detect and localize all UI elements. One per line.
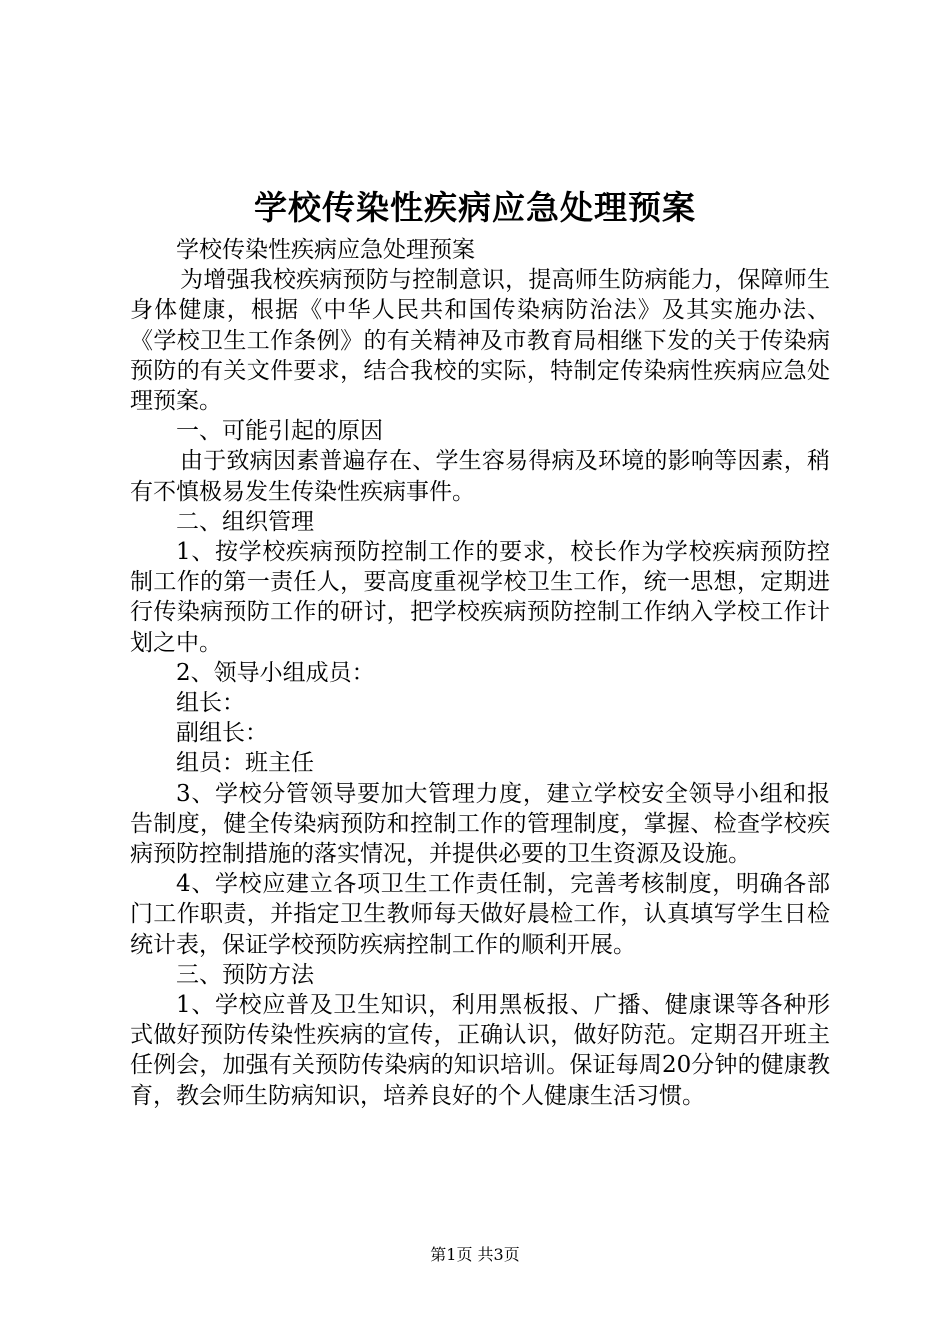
section-heading-prevention: 三、预防方法 <box>176 961 314 988</box>
intro-paragraph: 为增强我校疾病预防与控制意识，提高师生防病能力，保障师生身体健康，根据《中华人民共和国传染病防治法》及其实施办法、《学校卫生工作条例》的有关精神及市教育局相继下发的关于传染病预防的有关文件要求，结合我校的实际，特制定传染病性疾病应急处理预案。 <box>130 267 830 415</box>
section-heading-causes: 一、可能引起的原因 <box>176 418 383 445</box>
group-leader-line: 组长： <box>176 690 245 717</box>
page-number: 第1页 共3页 <box>430 1245 520 1264</box>
group-members-line: 组员：班主任 <box>176 750 314 777</box>
section-heading-organization: 二、组织管理 <box>176 508 314 535</box>
document-body <box>130 235 830 1111</box>
document-title: 学校传染性疾病应急处理预案 <box>254 188 696 227</box>
deputy-leader-line: 副组长： <box>176 720 268 747</box>
organization-item-3: 3、学校分管领导要加大管理力度，建立学校安全领导小组和报告制度，健全传染病预防和控制工作的管理制度，掌握、检查学校疾病预防控制措施的落实情况，并提供必要的卫生资源及设施。 <box>130 780 830 868</box>
organization-item-2: 2、领导小组成员： <box>176 659 375 686</box>
prevention-item-1: 1、学校应普及卫生知识，利用黑板报、广播、健康课等各种形式做好预防传染性疾病的宣传，正确认识，做好防范。定期召开班主任例会，加强有关预防传染病的知识培训。保证每周20分钟的健康教育，教会师生防病知识，培养良好的个人健康生活习惯。 <box>130 992 830 1109</box>
organization-item-1: 1、按学校疾病预防控制工作的要求，校长作为学校疾病预防控制工作的第一责任人，要高度重视学校卫生工作，统一思想，定期进行传染病预防工作的研讨，把学校疾病预防控制工作纳入学校工作计划之中。 <box>130 539 830 656</box>
organization-item-4: 4、学校应建立各项卫生工作责任制，完善考核制度，明确各部门工作职责，并指定卫生教师每天做好晨检工作，认真填写学生日检统计表，保证学校预防疾病控制工作的顺利开展。 <box>130 871 830 958</box>
causes-paragraph: 由于致病因素普遍存在、学生容易得病及环境的影响等因素，稍有不慎极易发生传染性疾病事件。 <box>130 448 830 505</box>
subtitle-paragraph: 学校传染性疾病应急处理预案 <box>176 237 475 263</box>
